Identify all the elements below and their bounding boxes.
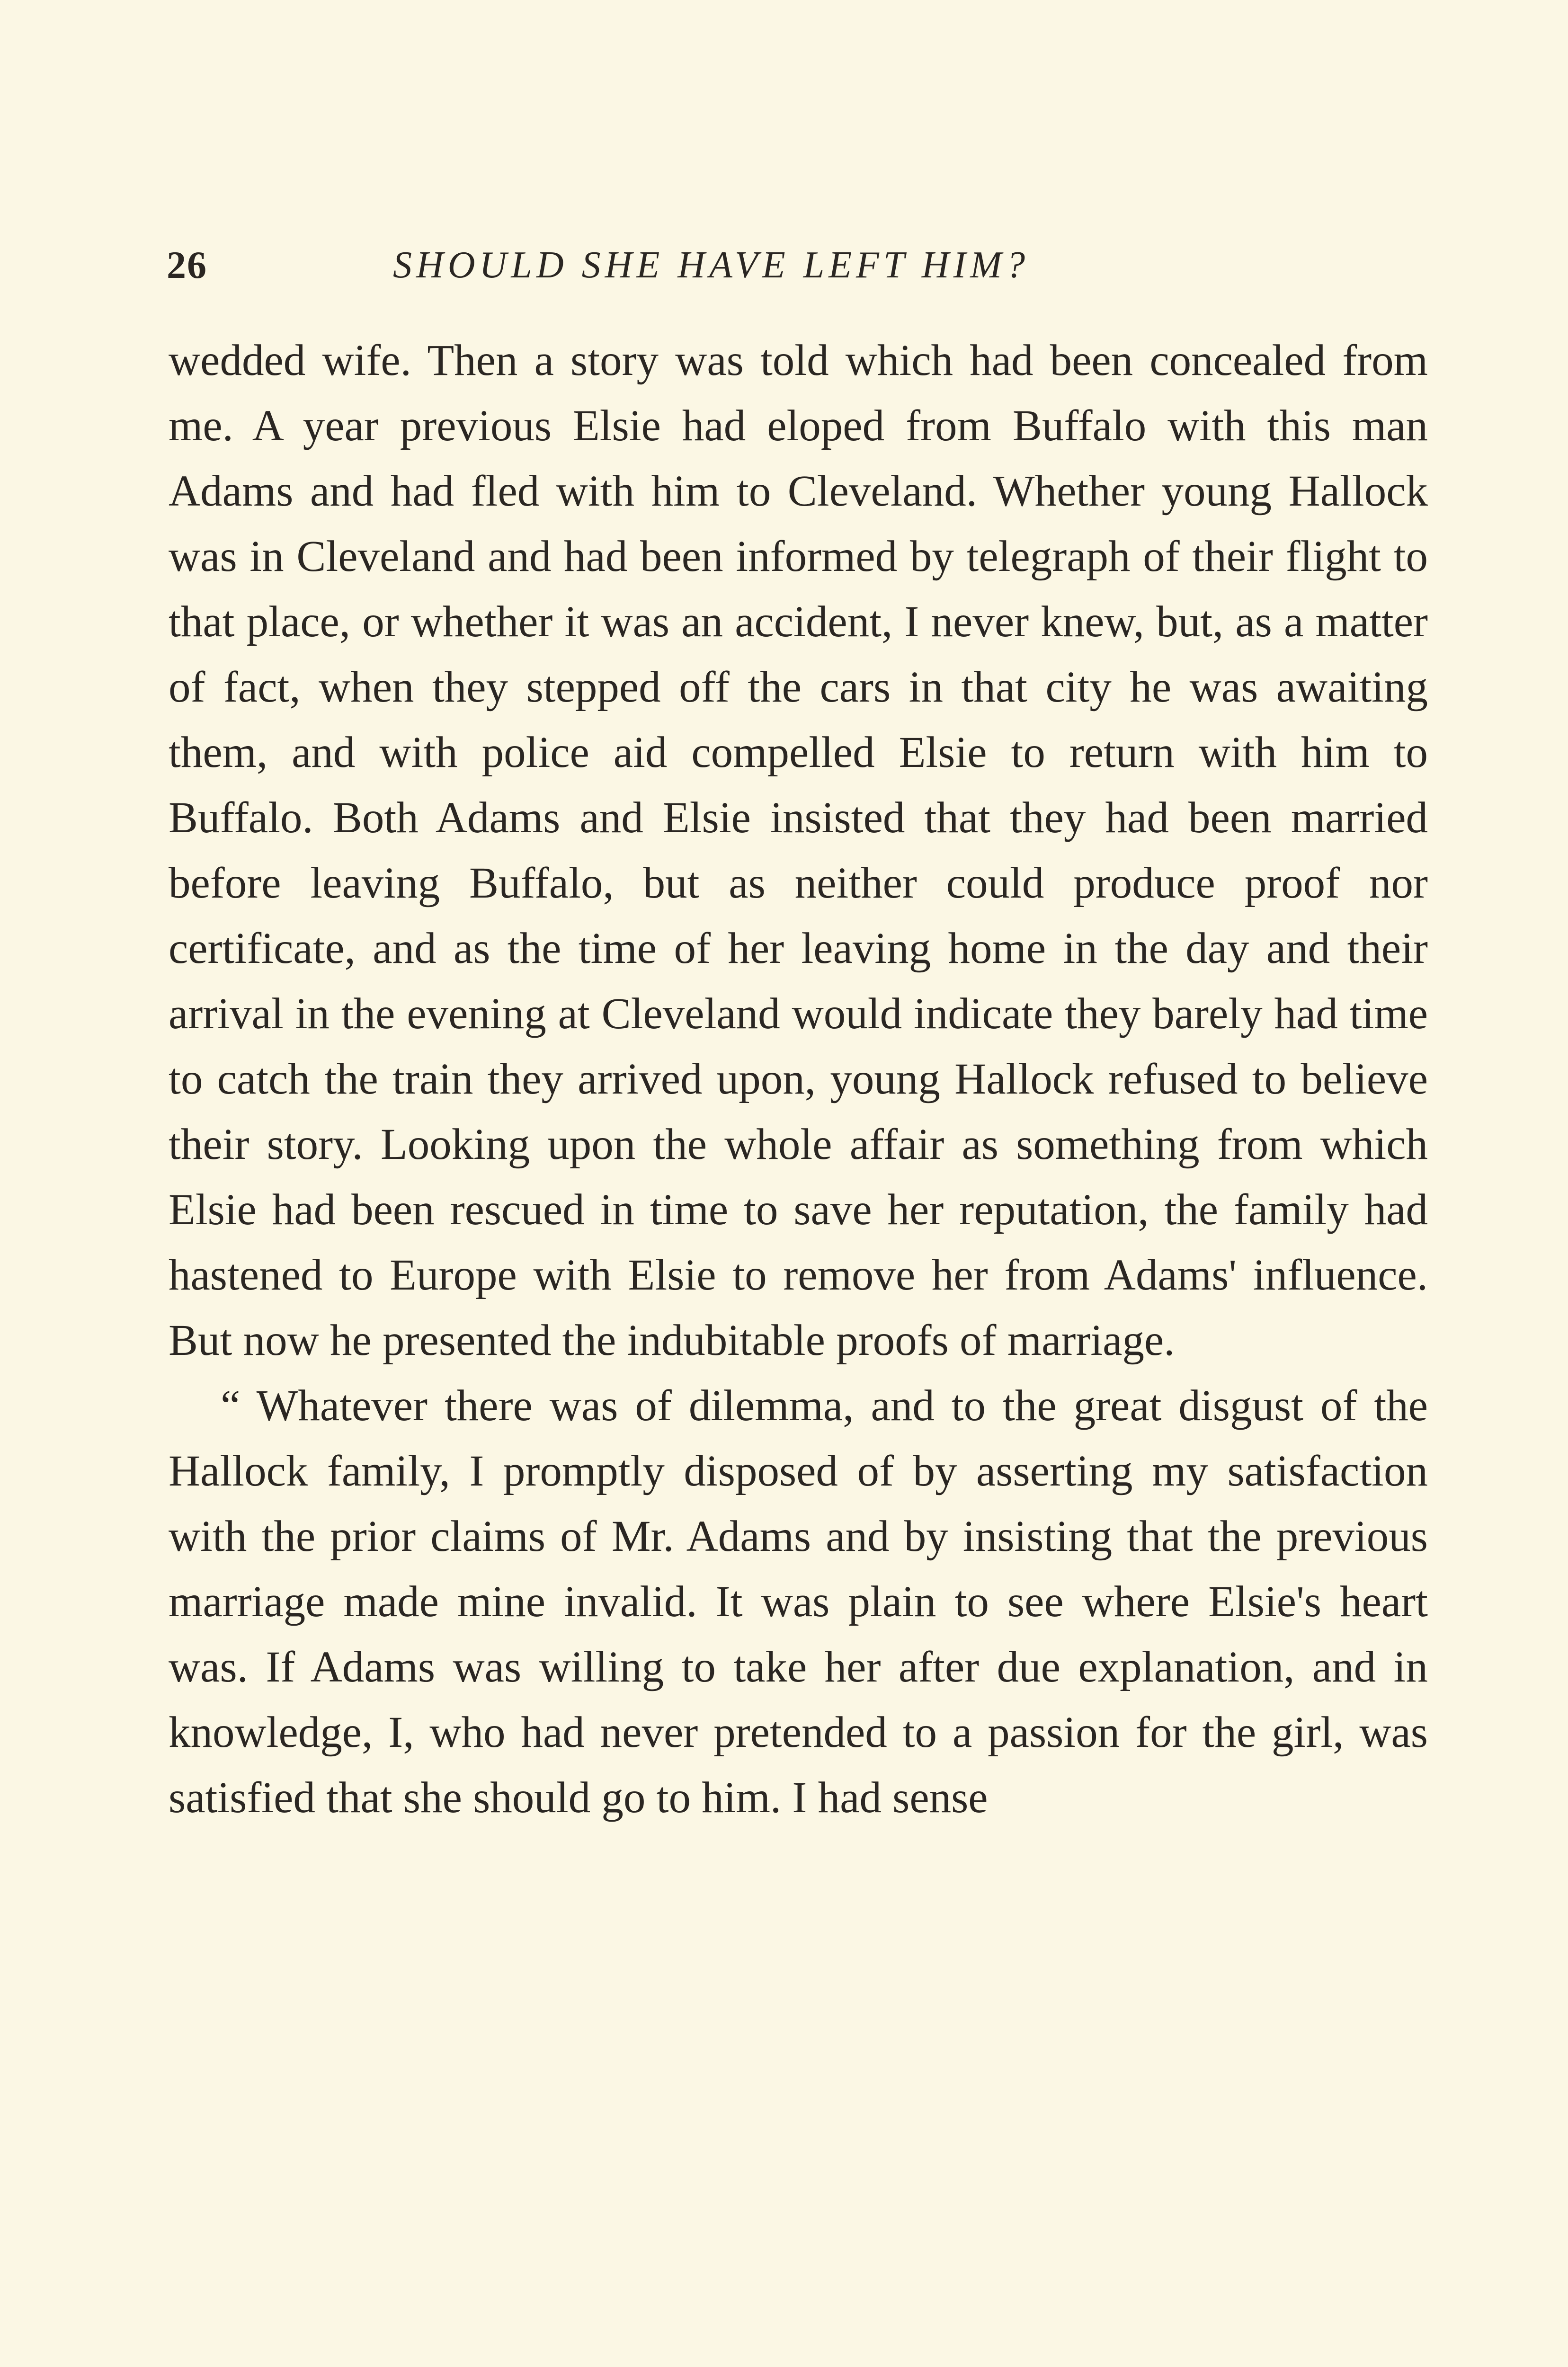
paragraph-1: wedded wife. Then a story was told which had been concealed from me. A year previous Elsie had eloped from Buffalo with this man Adams and had fled with him to Cleveland. Whether young Hallock was in Cleveland and had been informed by telegraph of their flight to that place, or whether it was an accident, I never knew, but, as a matter of fact, when they stepped off the cars in that city he was awaiting them, and with police aid compelled Elsie to return with him to Buffalo. Both Adams and Elsie insisted that they had been married before leaving Buffalo, but as neither could produce proof nor certificate, and as the time of her leaving home in the day and their arrival in the evening at Cleveland would indicate they barely had time to catch the train they arrived upon, young Hallock refused to believe their story. Looking upon the whole affair as something from which Elsie had been rescued in time to save her reputation, the family had hastened to Europe with Elsie to remove her from Adams' influence. But now he presented the indubitable proofs of marriage. [169, 336, 1428, 1365]
page-header [167, 239, 1426, 291]
body-text [169, 328, 1428, 1831]
page-number: 26 [167, 243, 207, 286]
running-title: SHOULD SHE HAVE LEFT HIM? [393, 244, 1029, 286]
paragraph-2: “ Whatever there was of dilemma, and to the great disgust of the Hallock family, I promptly disposed of by asserting my satisfaction with the prior claims of Mr. Adams and by insisting that the previous marriage made mine invalid. It was plain to see where Elsie's heart was. If Adams was willing to take her after due explanation, and in knowledge, I, who had never pretended to a passion for the girl, was satisfied that she should go to him. I had sense [169, 1381, 1428, 1822]
